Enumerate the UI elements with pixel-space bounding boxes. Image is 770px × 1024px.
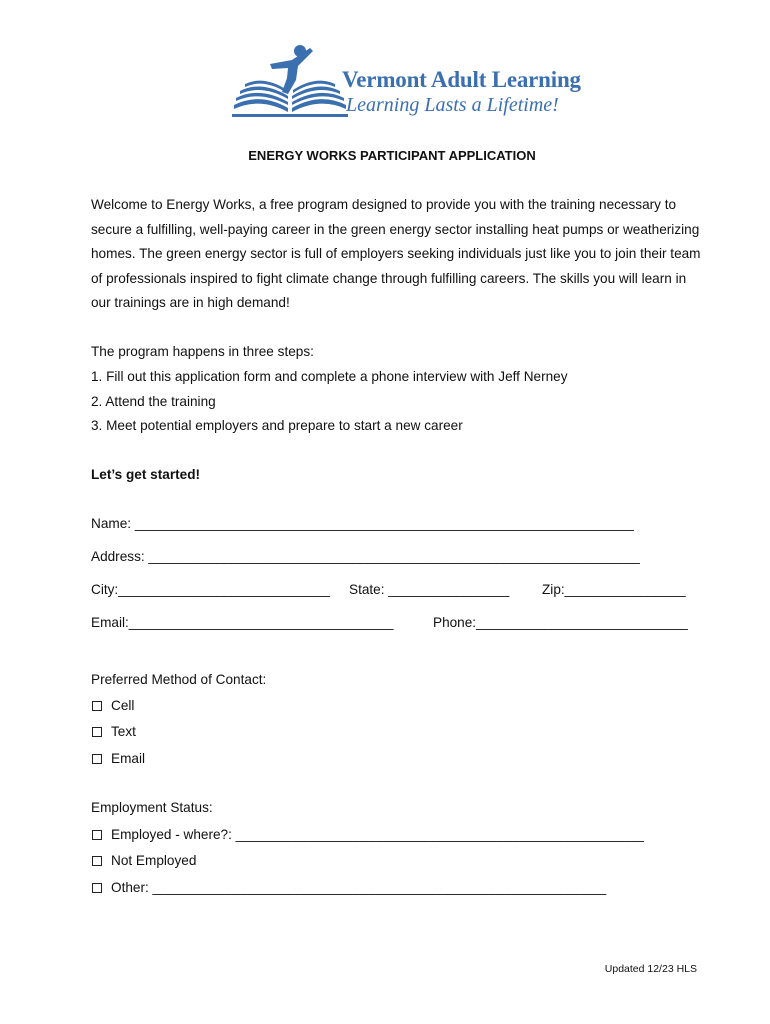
employment-option-employed[interactable] (92, 827, 644, 842)
checkbox[interactable] (92, 830, 102, 840)
cta-heading: Let’s get started! (91, 467, 201, 482)
contact-heading: Preferred Method of Contact: (91, 672, 267, 687)
checkbox-label: Not Employed (111, 853, 197, 868)
employment-option-other[interactable] (92, 880, 606, 895)
steps-heading: The program happens in three steps: (91, 344, 314, 359)
logo-title: Vermont Adult Learning (342, 67, 581, 92)
footer-updated: Updated 12/23 HLS (604, 963, 697, 975)
checkbox-label: Email (111, 751, 145, 766)
contact-option-email[interactable] (92, 751, 145, 766)
checkbox[interactable] (92, 727, 102, 737)
contact-option-cell[interactable] (92, 698, 134, 713)
logo-tagline: Learning Lasts a Lifetime! (346, 94, 559, 116)
checkbox-label: Cell (111, 698, 135, 713)
book-reader-icon (230, 42, 350, 122)
email-field[interactable]: Email:___________________________________ (91, 615, 394, 630)
step-item: 1. Fill out this application form and complete a phone interview with Jeff Nerney (91, 369, 568, 384)
intro-paragraph: Welcome to Energy Works, a free program designed to provide you with the training necessary to secure a fulfilling, well-paying career in the green energy sector installing heat pumps or weatherizing homes. The green energy sector is full of employers seeking individuals just like you to join their team of professionals inspired to fight climate change through fulfilling careers. The skills you will learn in our trainings are in high demand! (91, 197, 701, 310)
document-title: ENERGY WORKS PARTICIPANT APPLICATION (248, 148, 536, 163)
phone-field[interactable]: Phone:____________________________ (433, 615, 688, 630)
checkbox-label: Text (111, 724, 136, 739)
checkbox[interactable] (92, 883, 102, 893)
checkbox-label: Other: ____________________________________________________________ (111, 880, 607, 895)
checkbox[interactable] (92, 856, 102, 866)
zip-field[interactable]: Zip:________________ (542, 582, 686, 597)
vermont-adult-learning-logo (230, 42, 581, 122)
step-item: 3. Meet potential employers and prepare to start a new career (91, 418, 463, 433)
contact-option-text[interactable] (92, 724, 136, 739)
address-field[interactable]: Address: _________________________________________________________________ (91, 549, 640, 564)
checkbox-label: Employed - where?: ______________________________________________________ (111, 827, 644, 842)
employment-heading: Employment Status: (91, 800, 213, 815)
state-field[interactable]: State: ________________ (349, 582, 510, 597)
checkbox[interactable] (92, 701, 102, 711)
city-field[interactable]: City:____________________________ (91, 582, 330, 597)
step-item: 2. Attend the training (91, 394, 216, 409)
employment-option-not-employed[interactable] (92, 853, 196, 868)
checkbox[interactable] (92, 754, 102, 764)
name-field[interactable]: Name: __________________________________________________________________ (91, 516, 634, 531)
